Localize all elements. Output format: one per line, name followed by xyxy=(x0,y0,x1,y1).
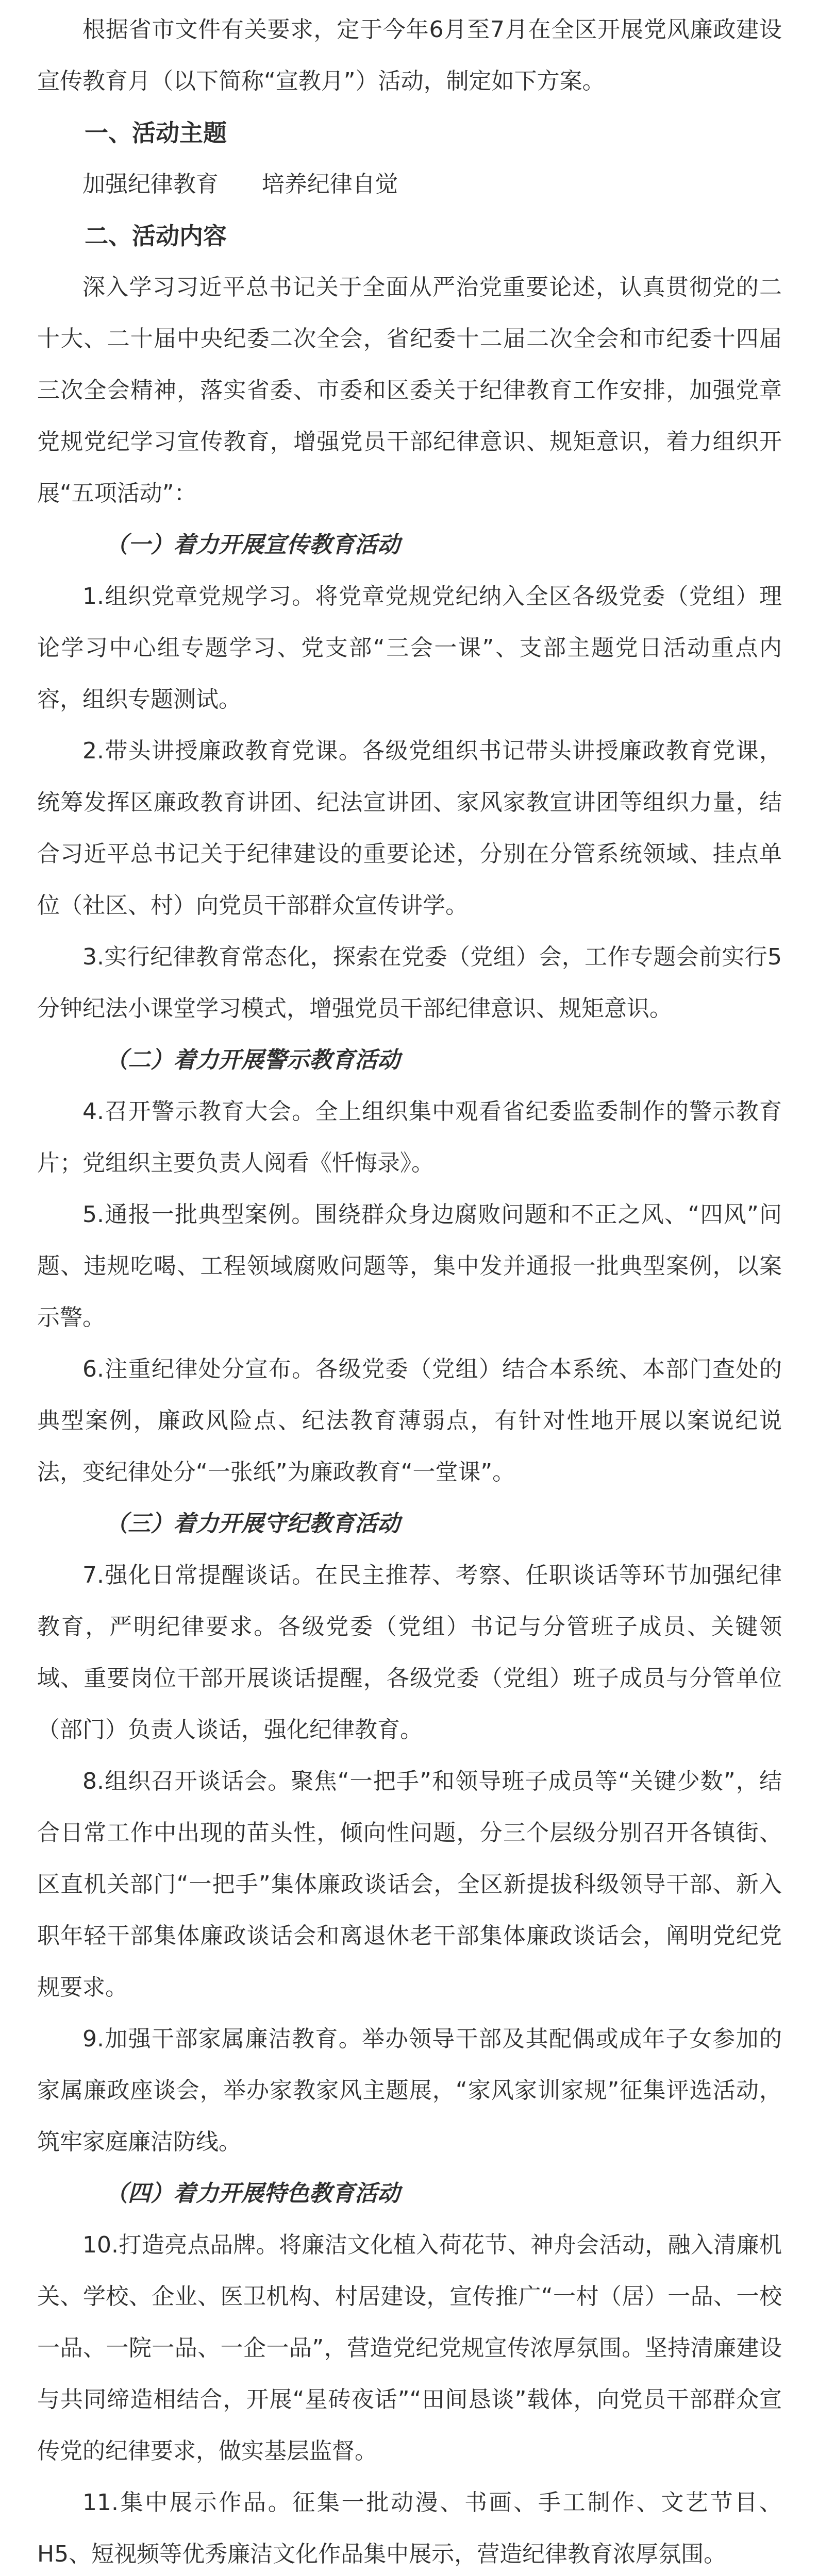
subheading-featured-education: （四）着力开展特色教育活动 xyxy=(105,2180,400,2207)
content-intro-paragraph: 深入学习习近平总书记关于全面从严治党重要论述，认真贯彻党的二十大、二十届中央纪委二次全会，省纪委十二届二次全会和市纪委十四届三次全会精神，落实省委、市委和区委关于纪律教育工作安排，加强党章党规党纪学习宣传教育，增强党员干部纪律意识、规矩意识，着力组织开展“五项活动”： xyxy=(37,274,782,506)
item-1-paragraph: 1.组织党章党规学习。将党章党规党纪纳入全区各级党委（党组）理论学习中心组专题学习、党支部“三会一课”、支部主题党日活动重点内容，组织专题测试。 xyxy=(37,583,782,713)
subheading-publicity-education: （一）着力开展宣传教育活动 xyxy=(105,532,400,558)
item-2-paragraph: 2.带头讲授廉政教育党课。各级党组织书记带头讲授廉政教育党课，统筹发挥区廉政教育讲团、纪法宣讲团、家风家教宣讲团等组织力量，结合习近平总书记关于纪律建设的重要论述，分别在分管系统领域、挂点单位（社区、村）向党员干部群众宣传讲学。 xyxy=(37,738,782,919)
activity-theme-text: 加强纪律教育 培养纪律自觉 xyxy=(82,171,398,197)
intro-paragraph: 根据省市文件有关要求，定于今年6月至7月在全区开展党风廉政建设宣传教育月（以下简称“宣教月”）活动，制定如下方案。 xyxy=(37,16,782,94)
item-11-paragraph: 11.集中展示作品。征集一批动漫、书画、手工制作、文艺节目、H5、短视频等优秀廉洁文化作品集中展示，营造纪律教育浓厚氛围。 xyxy=(37,2489,782,2567)
item-10-paragraph: 10.打造亮点品牌。将廉洁文化植入荷花节、神舟会活动，融入清廉机关、学校、企业、医卫机构、村居建设，宣传推广“一村（居）一品、一校一品、一院一品、一企一品”，营造党纪党规宣传浓厚氛围。坚持清廉建设与共同缔造相结合，开展“星砖夜话”“田间恳谈”载体，向党员干部群众宣传党的纪律要求，做实基层监督。 xyxy=(37,2232,782,2464)
item-3-paragraph: 3.实行纪律教育常态化，探索在党委（党组）会，工作专题会前实行5分钟纪法小课堂学习模式，增强党员干部纪律意识、规矩意识。 xyxy=(37,944,782,1022)
subheading-warning-education: （二）着力开展警示教育活动 xyxy=(105,1047,400,1073)
item-5-paragraph: 5.通报一批典型案例。围绕群众身边腐败问题和不正之风、“四风”问题、违规吃喝、工程领域腐败问题等，集中发并通报一批典型案例，以案示警。 xyxy=(37,1201,782,1331)
item-6-paragraph: 6.注重纪律处分宣布。各级党委（党组）结合本系统、本部门查处的典型案例，廉政风险点、纪法教育薄弱点，有针对性地开展以案说纪说法，变纪律处分“一张纸”为廉政教育“一堂课”。 xyxy=(37,1356,782,1485)
item-4-paragraph: 4.召开警示教育大会。全上组织集中观看省纪委监委制作的警示教育片；党组织主要负责人阅看《忏悔录》。 xyxy=(37,1098,782,1176)
section-heading-activity-theme: 一、活动主题 xyxy=(85,119,227,147)
item-9-paragraph: 9.加强干部家属廉洁教育。举办领导干部及其配偶或成年子女参加的家属廉政座谈会，举办家教家风主题展，“家风家训家规”征集评选活动，筑牢家庭廉洁防线。 xyxy=(37,2026,782,2155)
subheading-discipline-education: （三）着力开展守纪教育活动 xyxy=(105,1511,400,1537)
item-7-paragraph: 7.强化日常提醒谈话。在民主推荐、考察、任职谈话等环节加强纪律教育，严明纪律要求。各级党委（党组）书记与分管班子成员、关键领域、重要岗位干部开展谈话提醒，各级党委（党组）班子成员与分管单位（部门）负责人谈话，强化纪律教育。 xyxy=(37,1562,782,1743)
section-heading-activity-content: 二、活动内容 xyxy=(85,222,227,250)
item-8-paragraph: 8.组织召开谈话会。聚焦“一把手”和领导班子成员等“关键少数”，结合日常工作中出现的苗头性，倾向性问题，分三个层级分别召开各镇街、区直机关部门“一把手”集体廉政谈话会，全区新提拔科级领导干部、新入职年轻干部集体廉政谈话会和离退休老干部集体廉政谈话会，阐明党纪党规要求。 xyxy=(37,1768,782,2001)
